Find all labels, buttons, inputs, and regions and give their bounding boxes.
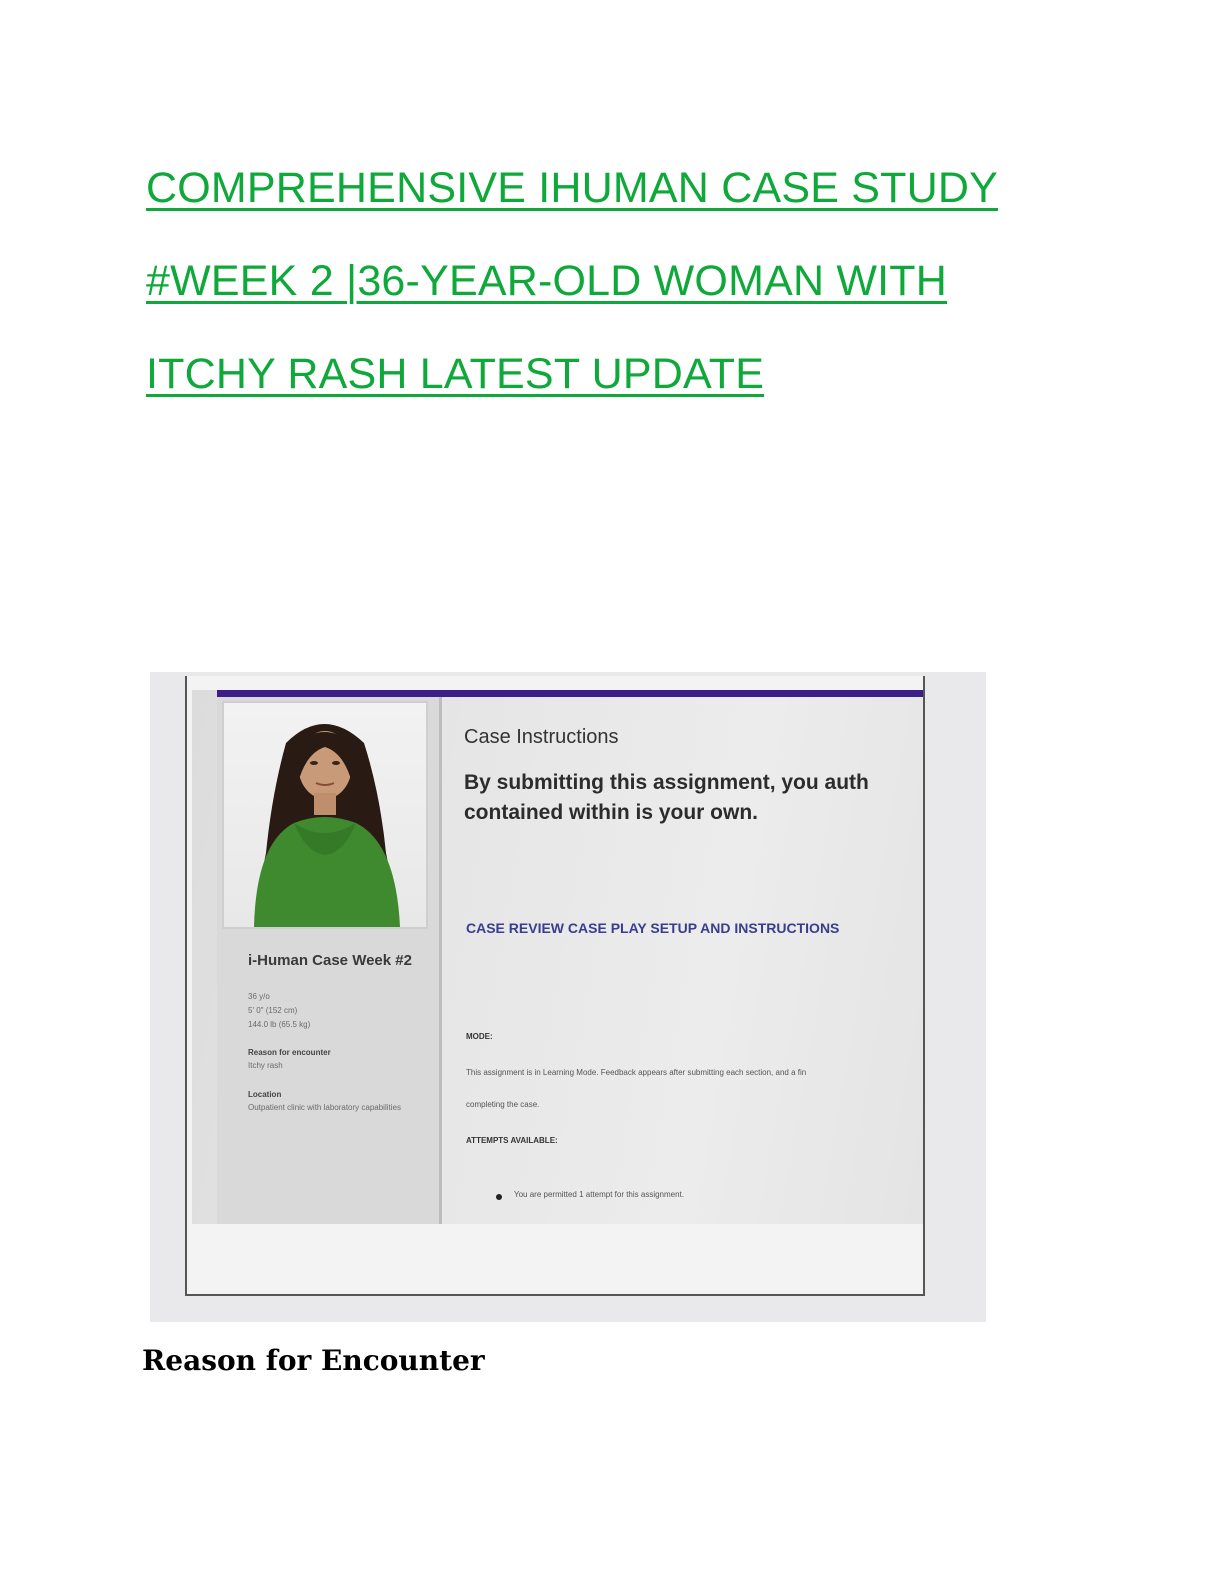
patient-height: 5' 0" (152 cm): [248, 1006, 298, 1015]
attempts-label: ATTEMPTS AVAILABLE:: [466, 1136, 558, 1145]
instructions-statement-line-2: contained within is your own.: [464, 801, 759, 824]
attempts-text: You are permitted 1 attempt for this assignment.: [514, 1190, 685, 1199]
section-heading: Reason for Encounter: [142, 1344, 485, 1377]
instructions-statement-line-1: By submitting this assignment, you auth: [464, 771, 869, 794]
embedded-screenshot: [150, 672, 986, 1322]
patient-photo-icon: [224, 703, 426, 927]
mode-label: MODE:: [466, 1032, 493, 1041]
setup-instructions-link[interactable]: CASE REVIEW CASE PLAY SETUP AND INSTRUCTIONS: [466, 920, 840, 936]
screenshot-content: [192, 690, 923, 1224]
instructions-title: Case Instructions: [464, 726, 619, 748]
bullet-icon: [496, 1194, 502, 1200]
reason-value: Itchy rash: [248, 1061, 283, 1070]
patient-age: 36 y/o: [248, 992, 270, 1001]
document-title-line-3: ITCHY RASH LATEST UPDATE: [146, 350, 765, 398]
reason-label: Reason for encounter: [248, 1048, 331, 1057]
document-title-line-1: COMPREHENSIVE IHUMAN CASE STUDY: [146, 164, 998, 212]
location-value: Outpatient clinic with laboratory capabilities: [248, 1103, 401, 1112]
mode-text-line-2: completing the case.: [466, 1100, 540, 1109]
screenshot-frame: [185, 676, 925, 1296]
case-name: i-Human Case Week #2: [248, 952, 412, 969]
patient-portrait: [222, 701, 428, 929]
patient-weight: 144.0 lb (65.5 kg): [248, 1020, 311, 1029]
location-label: Location: [248, 1090, 282, 1099]
document-title-line-2: #WEEK 2 |36-YEAR-OLD WOMAN WITH: [146, 257, 948, 305]
patient-panel: [217, 697, 442, 1224]
mode-text-line-1: This assignment is in Learning Mode. Feedback appears after submitting each section, and a fin: [466, 1068, 807, 1077]
header-bar: [217, 690, 923, 697]
